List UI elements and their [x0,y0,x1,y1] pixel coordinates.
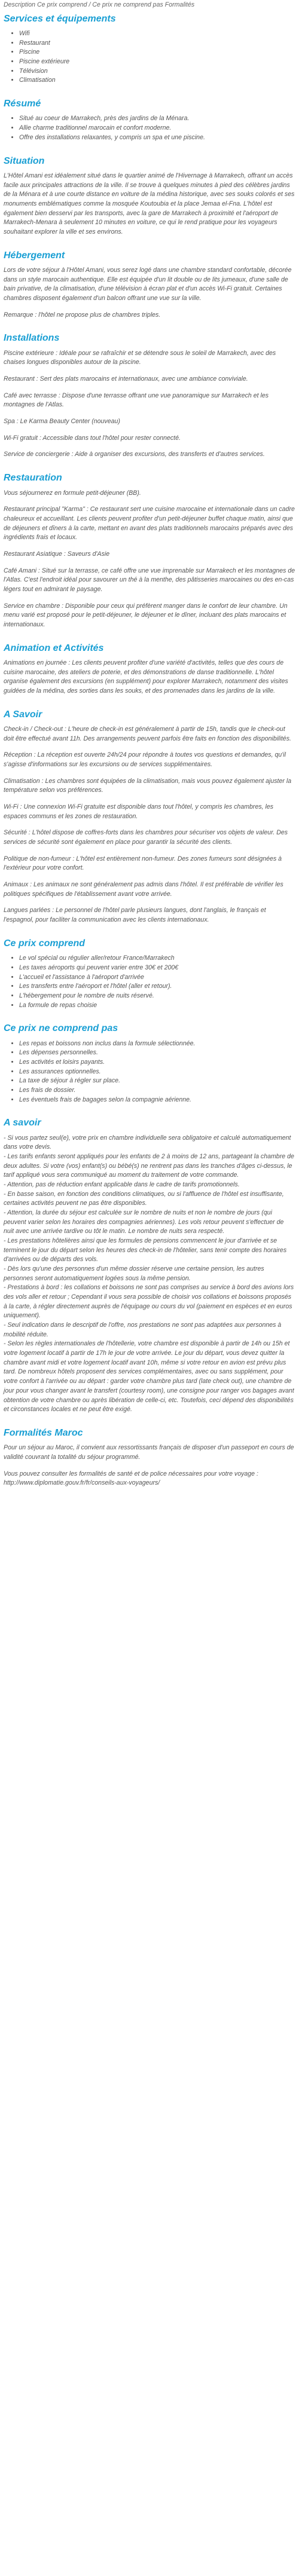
tab-included[interactable]: Ce prix comprend [36,1,87,8]
list-item: • La formule de repas choisie [19,1001,295,1011]
savoir-paragraph: Wi-Fi : Une connexion Wi-Fi gratuite est disponible dans tout l'hôtel, y compris les chambres, les espaces communs et les zones de restauration. [4,803,274,820]
list-item: • Climatisation [19,76,295,85]
hebergement-note: Remarque : l'hôtel ne propose plus de chambres triples. [4,311,161,319]
installations-paragraph: Wi-Fi gratuit : Accessible dans tout l'hôtel pour rester connecté. [4,434,181,442]
services-list [4,29,295,85]
resume-list [4,114,295,142]
list-item: • Les assurances optionnelles. [19,1067,295,1077]
situation-text: L'Hôtel Amani est idéalement situé dans le quartier animé de l'Hivernage à Marrakech, offrant un accès facile aux principales attractions de la ville. Il se trouve à quelques minutes à pied des célèbres jardins de la Ménara et à une courte distance en voiture de la médina historique, avec ses souks colorés et ses monuments emblématiques comme la mosquée Koutoubia et la place Jemaa el-Fna. L'hôtel est également bien desservi par les transports, avec la gare de Marrakech à proximité et l'aéroport de Marrakech-Menara à seulement 10 minutes en voiture, ce qui le rend pratique pour les voyageurs souhaitant explorer la ville et ses environs. [4,172,295,235]
savoir-paragraph: Réception : La réception est ouverte 24h/24 pour répondre à toutes vos questions et demandes, qu'il s'agisse d'informations sur les excursions ou de services supplémentaires. [4,751,286,769]
animation-heading: Animation et Activités [4,643,104,653]
formalites-paragraph [4,1470,295,1488]
list-item: • Allie charme traditionnel marocain et confort moderne. [19,124,295,133]
savoir-paragraph: Politique de non-fumeur : L'hôtel est entièrement non-fumeur. Des zones fumeurs sont désignées à l'extérieur pour votre confort. [4,855,282,872]
installations-paragraph: Piscine extérieure : Idéale pour se rafraîchir et se détendre sous le soleil de Marrakech, avec des chaises longues disponibles autour de la piscine. [4,349,276,366]
included-list [4,954,295,1010]
restauration-paragraph: Restaurant principal "Karma" : Ce restaurant sert une cuisine marocaine et internationale dans un cadre chaleureux et accueillant. Les clients peuvent profiter d'un petit-déjeuner buffet chaque matin, ainsi que de déjeuners et dîners à la carte, mettant en avant des plats traditionnels marocains préparés avec des ingrédients frais et locaux. [4,506,295,541]
services-heading: Services et équipements [4,13,116,24]
list-item: • L'hébergement pour le nombre de nuits réservé. [19,992,295,1001]
situation-heading: Situation [4,155,45,166]
list-item: • Télévision [19,67,295,77]
formalites-paragraph: Pour un séjour au Maroc, il convient aux ressortissants français de disposer d'un passeport en cours de validité couvrant la totalité du séjour programmé. [4,1444,294,1461]
restauration-heading: Restauration [4,473,62,484]
savoir-heading: A Savoir [4,709,42,720]
tabs-bar [4,0,295,10]
included-heading: Ce prix comprend [4,938,86,949]
savoir-paragraph: Climatisation : Les chambres sont équipées de la climatisation, mais vous pouvez également ajuster la température selon vos préférences. [4,777,292,794]
formalites-text: Vous pouvez consulter les formalités de santé et de police nécessaires pour votre voyage : [4,1470,258,1477]
formalites-heading: Formalités Maroc [4,1427,83,1438]
tab-formalities[interactable]: Formalités [164,1,195,8]
list-item: • Situé au coeur de Marrakech, près des jardins de la Ménara. [19,114,295,124]
installations-heading: Installations [4,333,60,344]
not-included-list [4,1039,295,1105]
savoir-paragraph: Sécurité : L'hôtel dispose de coffres-forts dans les chambres pour sécuriser vos objets de valeur. Des services de sécurité sont également en place pour garantir la sécurité des clients. [4,829,288,846]
list-item: • Les éventuels frais de bagages selon la compagnie aérienne. [19,1096,295,1105]
list-item: • Les dépenses personnelles. [19,1048,295,1058]
diplomatie-link[interactable]: http://www.diplomatie.gouv.fr/fr/conseils-aux-voyageurs/ [4,1479,160,1487]
asavoir-text: - Si vous partez seul(e), votre prix en chambre individuelle sera obligatoire et calculé automatiquement dans votre devis. - Les tarifs enfants seront appliqués pour les enfants de 2 à moins de 12 ans, partageant la chambre de deux adultes. Si votre (vos) enfant(s) ou bébé(s) ne rentrent pas dans les tranches d'âges ci-dessus, le tarif appliqué vous sera communiqué au moment du traitement de votre commande. - Attention, pas de réduction enfant applicable dans le cadre de tarifs promotionnels. - En basse saison, en fonction des conditions climatiques, ou si l'affluence de l'hôtel est insuffisante, certaines activités peuvent ne pas être disponibles. - Attention, la durée du séjour est calculée sur le nombre de nuits et non le nombre de jours (qui peuvent varier selon les horaires des compagnies aériennes). Les vols retour peuvent s'effectuer de nuit avec une arrivée tardive ou tôt le matin. Le nombre de nuits sera respecté. - Les prestations hôtelières ainsi que les formules de pensions commencent le jour d'arrivée et se terminent le jour du départ selon les heures des check-in de l'hôtelier, sans tenir compte des horaires d'arrivées ou de départs des vols. - Dès lors qu'une des personnes d'un même dossier réserve une certaine pension, les autres personnes seront automatiquement logées sous la même pension. - Prestations à bord : les collations et boissons ne sont pas comprises au service à bord des avions lors des vols aller et retour ; Cependant il vous sera possible de choisir vos collations et boissons proposés à la carte, à régler directement auprès de l'équipage ou cours du vol (paiement en espèces et en euros uniquement). - Seul indication dans le descriptif de l'offre, nos prestations ne sont pas adaptées aux personnes à mobilité réduite. - Selon les règles internationales de l'hôtellerie, votre chambre est disponible à partir de 14h ou 15h et votre logement locatif à partir de 17h le jour de votre arrivée. Le jour du départ, vous devez quitter la chambre avant midi et votre logement locatif avant 10h, même si votre retour en avion est prévu plus tard. De nombreux hôtels proposent des services complémentaires, avec ou sans supplément, pour votre confort à l'arrivée ou au départ : garder votre chambre plus tard (late check out), une chambre de jour pour vous changer avant le transfert (courtesy room), une consigne pour ranger vos bagages avant obtention de votre chambre ou après libération de celle-ci, etc. Toutefois, ceci dépend des disponibilités et circonstances locales et ne peut être exigé. [4,1134,294,1414]
restauration-paragraph: Restaurant Asiatique : Saveurs d'Asie [4,550,110,558]
restauration-paragraph: Service en chambre : Disponible pour ceux qui préfèrent manger dans le confort de leur chambre. Un menu varié est proposé pour le petit-déjeuner, le déjeuner et le dîner, incluant des plats marocains et internationaux. [4,602,288,628]
savoir-paragraph: Check-in / Check-out : L'heure de check-in est généralement à partir de 15h, tandis que le check-out doit être effectué avant 11h. Des arrangements peuvent parfois être faits en fonction des disponibilités. [4,726,291,742]
list-item: • Piscine extérieure [19,57,295,67]
savoir-paragraph: Animaux : Les animaux ne sont généralement pas admis dans l'hôtel. Il est préférable de vérifier les politiques spécifiques de l'établissement avant votre arrivée. [4,881,283,898]
not-included-heading: Ce prix ne comprend pas [4,1023,118,1034]
list-item: • Restaurant [19,39,295,48]
installations-paragraph: Restaurant : Sert des plats marocains et internationaux, avec une ambiance conviviale. [4,375,248,383]
animation-paragraph: Animations en journée : Les clients peuvent profiter d'une variété d'activités, telles que des cours de cuisine marocaine, des ateliers de poterie, et des démonstrations de danse traditionnelle. L'hôtel organise également des excursions (en supplément) pour explorer Marrakech, notamment des visites guidées de la médina, des sorties dans les souks, et des promenades dans les jardins de la ville. [4,659,288,695]
tab-not-included[interactable]: Ce prix ne comprend pas [92,1,163,8]
list-item: • Les activités et loisirs payants. [19,1058,295,1067]
list-item: • Piscine [19,48,295,57]
list-item: • Offre des installations relaxantes, y compris un spa et une piscine. [19,133,295,143]
hebergement-heading: Hébergement [4,250,65,261]
list-item: • Les repas et boissons non inclus dans la formule sélectionnée. [19,1039,295,1049]
asavoir-heading: A savoir [4,1118,41,1128]
tab-description[interactable]: Description [4,1,35,8]
list-item: • La taxe de séjour à régler sur place. [19,1076,295,1086]
list-item: • L'accueil et l'assistance à l'aéroport d'arrivée [19,973,295,983]
restauration-paragraph: Vous séjournerez en formule petit-déjeuner (BB). [4,489,141,497]
resume-heading: Résumé [4,99,41,109]
installations-paragraph: Café avec terrasse : Dispose d'une terrasse offrant une vue panoramique sur Marrakech et les montagnes de l'Atlas. [4,391,269,409]
list-item: • Les taxes aéroports qui peuvent varier entre 30€ et 200€ [19,963,295,973]
list-item: • Les frais de dossier. [19,1086,295,1096]
hebergement-paragraph: Lors de votre séjour à l'Hôtel Amani, vous serez logé dans une chambre standard confortable, décorée dans un style marocain authentique. Elle est équipée d'un lit double ou de lits jumeaux, d'une salle de bain privative, de la climatisation, d'une télévision à écran plat et d'un accès Wi-Fi gratuit. Certaines chambres disposent également d'un balcon offrant une vue sur la ville. [4,266,292,302]
savoir-paragraph: Langues parlées : Le personnel de l'hôtel parle plusieurs langues, dont l'anglais, le français et l'espagnol, pour faciliter la communication avec les clients internationaux. [4,907,266,924]
installations-paragraph: Spa : Le Karma Beauty Center (nouveau) [4,418,120,426]
restauration-paragraph: Café Amani : Situé sur la terrasse, ce café offre une vue imprenable sur Marrakech et les montagnes de l'Atlas. C'est l'endroit idéal pour savourer un thé à la menthe, des pâtisseries marocaines ou des en-cas légers tout en admirant le paysage. [4,567,295,593]
list-item: • Wifi [19,29,295,39]
tab-separator: / [89,1,93,8]
installations-paragraph: Service de conciergerie : Aide à organiser des excursions, des transferts et d'autres services. [4,451,265,458]
list-item: • Les transferts entre l'aéroport et l'hôtel (aller et retour). [19,982,295,992]
list-item: • Le vol spécial ou régulier aller/retour France/Marrakech [19,954,295,963]
